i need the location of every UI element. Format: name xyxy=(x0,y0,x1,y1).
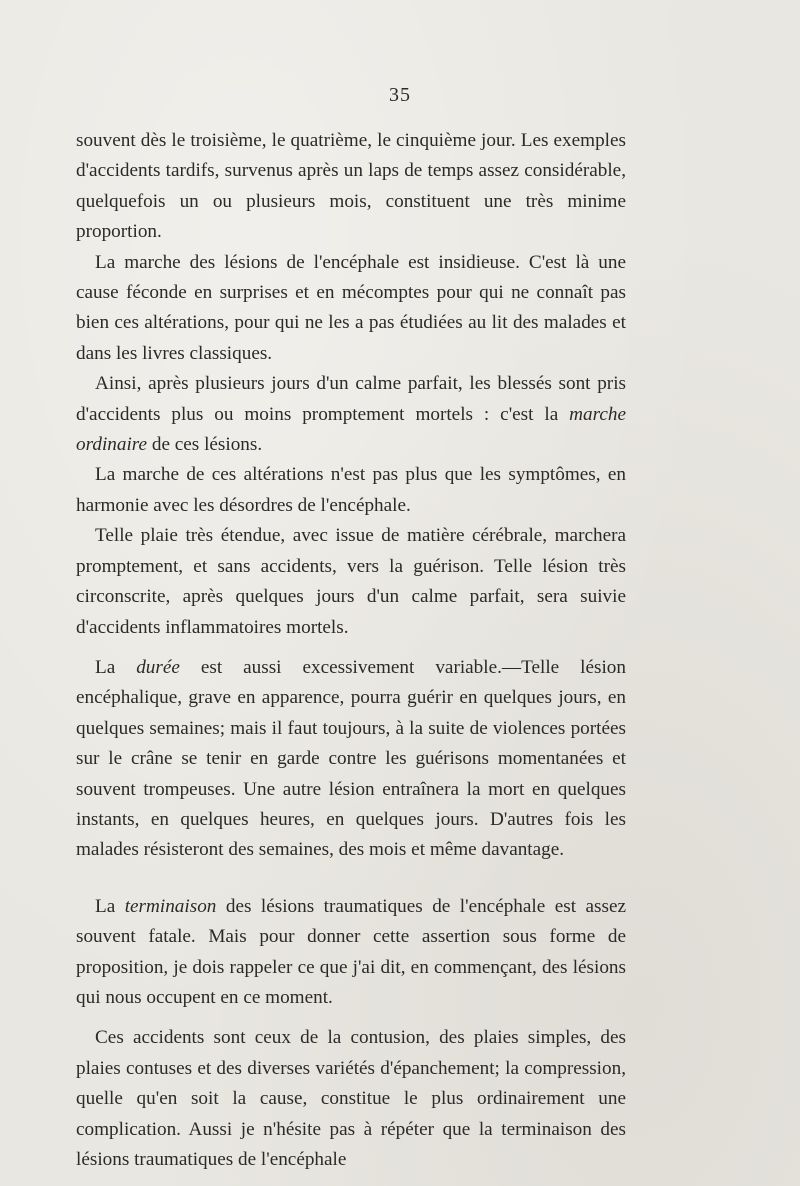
body-text xyxy=(76,126,626,1175)
paragraph-4 xyxy=(76,460,626,521)
paragraph-1-text: souvent dès le troisième, le quatrième, le cinquième jour. Les exemples d'accidents tardifs, survenus après un laps de temps assez considérable, quelquefois un ou plusieurs mois, constituent une très minime proportion. xyxy=(76,130,626,243)
paragraph-6-text-a: La xyxy=(95,656,137,678)
paragraph-7-italic: terminaison xyxy=(124,895,217,917)
paragraph-7-text-b: des lésions traumatiques de l'encéphale est assez souvent fatale. Mais pour donner cette assertion sous forme de proposition, je dois rappeler ce que j'ai dit, en commençant, des lésions qui nous occupent en ce moment. xyxy=(76,895,626,1008)
paragraph-8 xyxy=(76,1023,626,1175)
paragraph-4-text: La marche de ces altérations n'est pas plus que les symptômes, en harmonie avec les désordres de l'encéphale. xyxy=(76,464,626,516)
paragraph-7 xyxy=(76,892,626,1014)
paragraph-2 xyxy=(76,248,626,370)
paragraph-6-text-b: est aussi excessivement variable.—Telle lésion encéphalique, grave en apparence, pourra guérir en quelques jours, en quelques semaines; mais il faut toujours, à la suite de violences portées sur le crâne se tenir en garde contre les guérisons momentanées et souvent trompeuses. Une autre lésion entraînera la mort en quelques instants, en quelques heures, en quelques jours. D'autres fois les malades résisteront des semaines, des mois et même davantage. xyxy=(76,656,626,861)
paragraph-3 xyxy=(76,369,626,460)
paragraph-3-text-b: de ces lésions. xyxy=(147,434,263,456)
paragraph-5 xyxy=(76,521,626,643)
paragraph-1 xyxy=(76,126,626,248)
paragraph-6 xyxy=(76,653,626,866)
paragraph-8-text: Ces accidents sont ceux de la contusion, des plaies simples, des plaies contuses et des diverses variétés d'épanchement; la compression, quelle qu'en soit la cause, constitue le plus ordinairement une complication. Aussi je n'hésite pas à répéter que la terminaison des lésions traumatiques de l'encéphale xyxy=(76,1027,626,1170)
paragraph-5-text: Telle plaie très étendue, avec issue de matière cérébrale, marchera promptement, et sans accidents, vers la guérison. Telle lésion très circonscrite, après quelques jours d'un calme parfait, sera suivie d'accidents inflammatoires mortels. xyxy=(76,525,626,638)
paragraph-7-text-a: La xyxy=(95,895,125,917)
paragraph-6-italic: durée xyxy=(136,656,180,678)
paragraph-2-text: La marche des lésions de l'encéphale est insidieuse. C'est là une cause féconde en surprises et en mécomptes pour qui ne connaît pas bien ces altérations, pour qui ne les a pas étudiées au lit des malades et dans les livres classiques. xyxy=(76,251,626,364)
paragraph-3-text-a: Ainsi, après plusieurs jours d'un calme parfait, les blessés sont pris d'accidents plus ou moins promptement mortels : c'est la xyxy=(76,373,626,425)
page-number: 35 xyxy=(389,84,411,106)
paragraph-3-italic: marche ordinaire xyxy=(76,403,626,456)
